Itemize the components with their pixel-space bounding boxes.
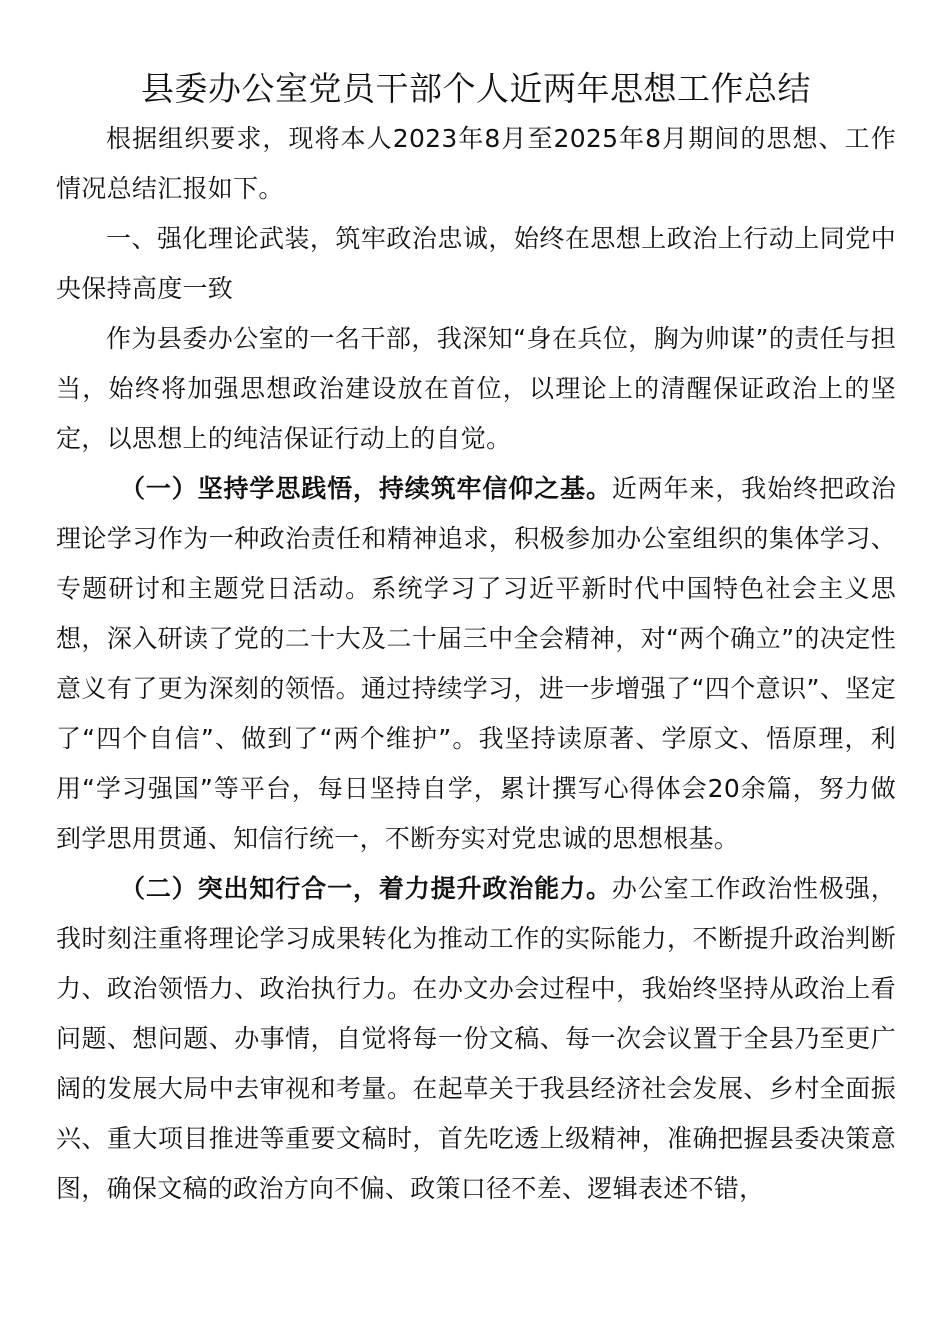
subsection-2-lead: （二）突出知行合一，着力提升政治能力。	[120, 874, 612, 903]
section-1-intro-paragraph: 作为县委办公室的一名干部，我深知“身在兵位，胸为帅谋”的责任与担当，始终将加强思想政治建设放在首位，以理论上的清醒保证政治上的坚定，以思想上的纯洁保证行动上的自觉。	[56, 324, 896, 453]
subsection-1-lead: （一）坚持学思践悟，持续筑牢信仰之基。	[120, 474, 612, 503]
subsection-2-body: 办公室工作政治性极强，我时刻注重将理论学习成果转化为推动工作的实际能力，不断提升政治判断力、政治领悟力、政治执行力。在办文办会过程中，我始终坚持从政治上看问题、想问题、办事情，自觉将每一份文稿、每一次会议置于全县乃至更广阔的发展大局中去审视和考量。在起草关于我县经济社会发展、乡村全面振兴、重大项目推进等重要文稿时，首先吃透上级精神，准确把握县委决策意图，确保文稿的政治方向不偏、政策口径不差、逻辑表述不错，	[56, 874, 897, 1203]
subsection-1-body: 近两年来，我始终把政治理论学习作为一种政治责任和精神追求，积极参加办公室组织的集体学习、专题研讨和主题党日活动。系统学习了习近平新时代中国特色社会主义思想，深入研读了党的二十大及二十届三中全会精神，对“两个确立”的决定性意义有了更为深刻的领悟。通过持续学习，进一步增强了“四个意识”、坚定了“四个自信”、做到了“两个维护”。我坚持读原著、学原文、悟原理，利用“学习强国”等平台，每日坚持自学，累计撰写心得体会20余篇，努力做到学思用贯通、知信行统一，不断夯实对党忠诚的思想根基。	[56, 474, 897, 853]
subsection-2-paragraph	[56, 864, 896, 1214]
document-page	[56, 64, 896, 1214]
document-title: 县委办公室党员干部个人近两年思想工作总结	[141, 69, 811, 108]
intro-paragraph: 根据组织要求，现将本人2023年8月至2025年8月期间的思想、工作情况总结汇报如下。	[56, 124, 896, 203]
section-1-heading: 一、强化理论武装，筑牢政治忠诚，始终在思想上政治上行动上同党中央保持高度一致	[56, 224, 896, 303]
subsection-1-paragraph	[56, 464, 896, 864]
